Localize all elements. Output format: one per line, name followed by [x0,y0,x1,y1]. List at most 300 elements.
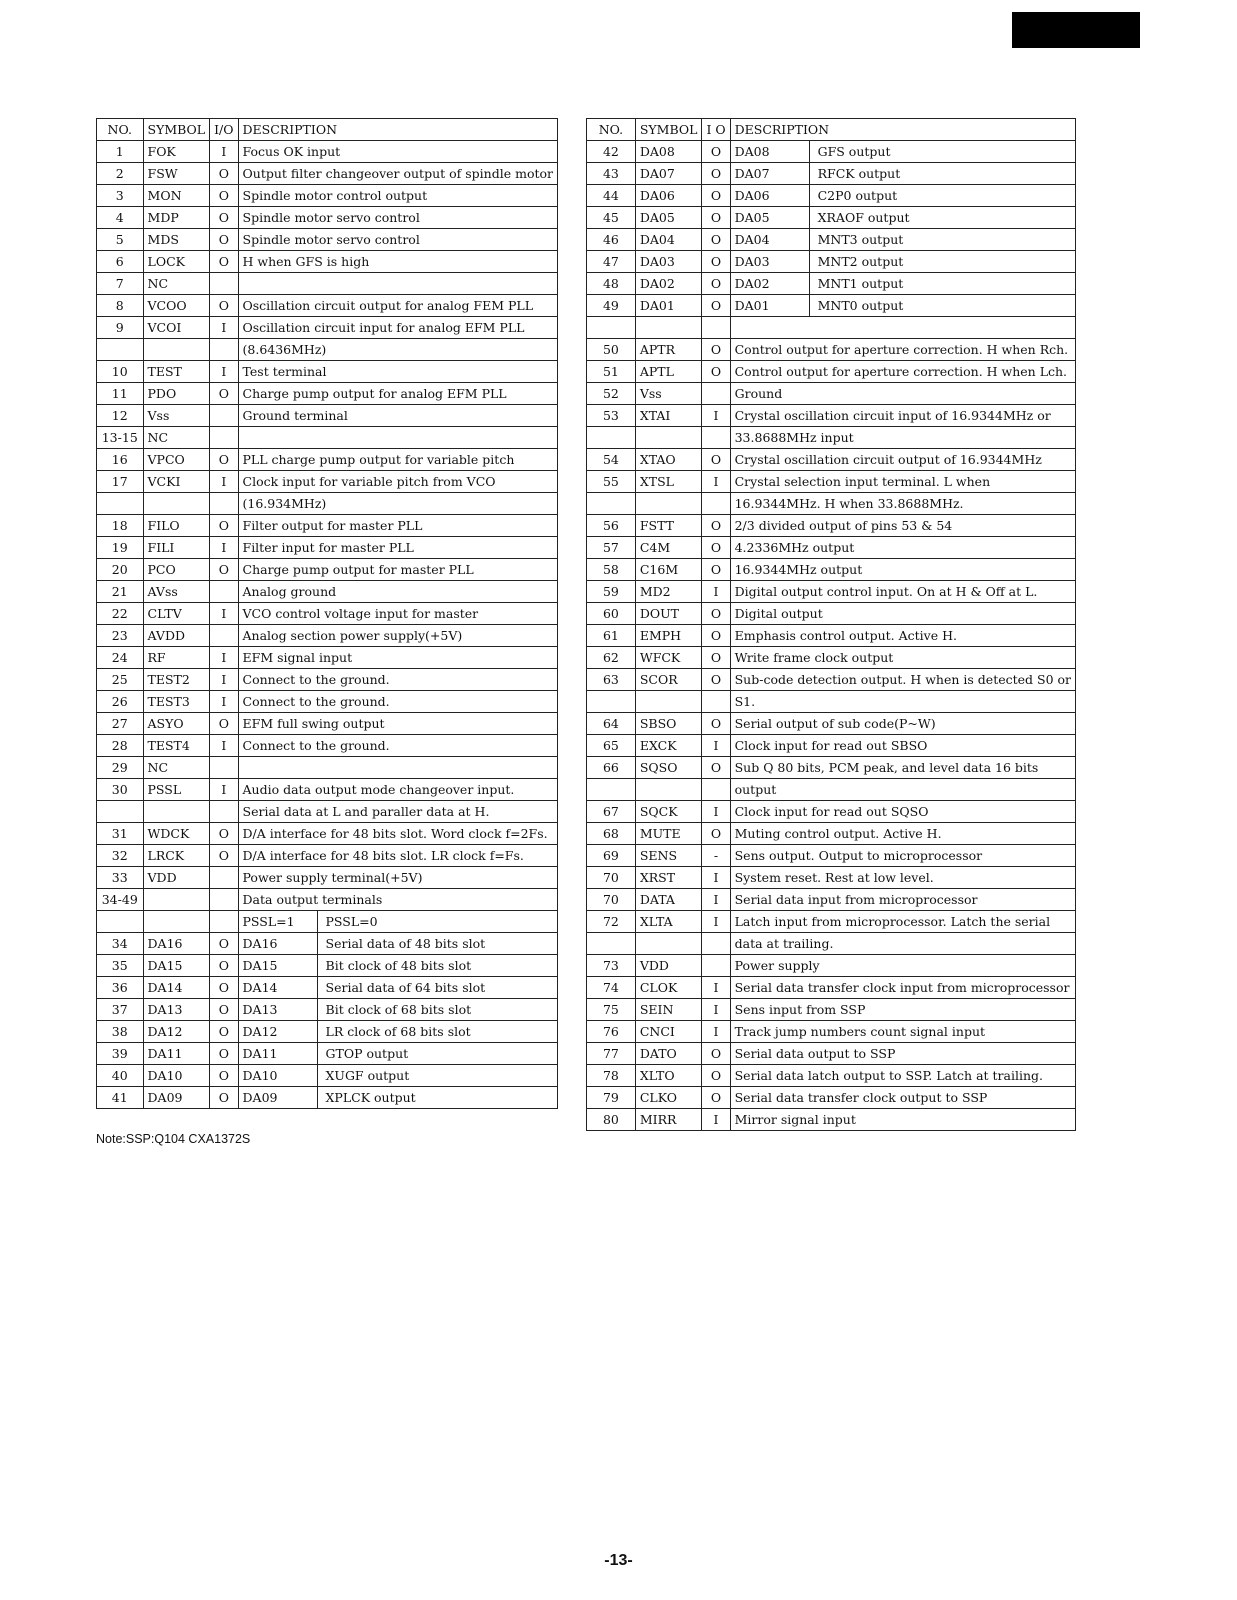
pin-io: O [210,251,238,273]
pin-symbol: AVss [143,581,210,603]
page-number: -13- [604,1552,633,1569]
pin-description: Serial data input from microprocessor [730,889,1075,911]
table-row [587,1065,1076,1087]
pin-io: O [702,625,730,647]
pin-number: 33 [97,867,144,889]
pin-number: 48 [587,273,636,295]
pin-number: 70 [587,889,636,911]
table-row [97,361,558,383]
pin-symbol: APTR [635,339,702,361]
pin-symbol: EXCK [635,735,702,757]
table-row [587,1109,1076,1131]
pin-symbol: DA12 [143,1021,210,1043]
pin-symbol: EMPH [635,625,702,647]
table-row [587,801,1076,823]
pin-symbol: DA13 [143,999,210,1021]
pin-io [702,317,730,339]
pin-number: 12 [97,405,144,427]
pin-description: Digital output [730,603,1075,625]
pin-io: O [210,383,238,405]
mode-pssl1-value: DA08 [735,141,810,162]
pin-io: O [702,757,730,779]
table-row [587,603,1076,625]
pin-io: O [702,515,730,537]
pin-symbol [635,427,702,449]
pin-description [730,207,1075,229]
pin-description: EFM signal input [238,647,557,669]
mode-pssl0-value: MNT2 output [817,254,904,269]
pin-io: I [702,911,730,933]
table-row [97,977,558,999]
pin-io: O [210,955,238,977]
pin-description: Filter output for master PLL [238,515,557,537]
pin-description [730,229,1075,251]
pin-description: EFM full swing output [238,713,557,735]
empty-cell [143,911,210,933]
table-row [587,977,1076,999]
pin-description: Analog ground [238,581,557,603]
table-row [97,757,558,779]
pin-io: O [702,295,730,317]
pin-description: Track jump numbers count signal input [730,1021,1075,1043]
pin-number: 69 [587,845,636,867]
pin-description: Analog section power supply(+5V) [238,625,557,647]
table-row [587,933,1076,955]
pin-symbol: DATO [635,1043,702,1065]
pin-io: O [702,251,730,273]
pin-io: O [210,1021,238,1043]
table-row [587,229,1076,251]
table-row [587,405,1076,427]
pin-io [210,757,238,779]
pin-number: 63 [587,669,636,691]
table-row [97,823,558,845]
pin-number: 31 [97,823,144,845]
pin-number: 61 [587,625,636,647]
table-row [587,845,1076,867]
mode-pssl1-value: DA15 [243,955,318,976]
mode-pssl1-value: DA02 [735,273,810,294]
pin-description: Serial data transfer clock output to SSP [730,1087,1075,1109]
pin-description: Sub Q 80 bits, PCM peak, and level data 16 bits [730,757,1075,779]
pin-io [210,801,238,823]
pin-number: 77 [587,1043,636,1065]
pin-io: O [210,163,238,185]
pin-symbol [143,801,210,823]
mode-pssl1-value: DA12 [243,1021,318,1042]
pin-description: Ground terminal [238,405,557,427]
pin-description: D/A interface for 48 bits slot. LR clock f=Fs. [238,845,557,867]
pssl-header [238,911,557,933]
col-description: DESCRIPTION [730,119,1075,141]
pin-symbol: PDO [143,383,210,405]
pin-symbol: SCOR [635,669,702,691]
col-no: NO. [587,119,636,141]
pin-io: I [702,867,730,889]
pin-symbol [635,933,702,955]
table-row [587,493,1076,515]
pin-io: I [702,889,730,911]
pin-description [238,933,557,955]
pin-io [702,779,730,801]
pin-symbol: CLTV [143,603,210,625]
pin-io: O [702,669,730,691]
pin-io: I [210,317,238,339]
pin-symbol: LRCK [143,845,210,867]
pin-symbol: MDS [143,229,210,251]
table-row [587,427,1076,449]
pin-symbol: Vss [635,383,702,405]
pin-description: 33.8688MHz input [730,427,1075,449]
pin-number [587,779,636,801]
col-description: DESCRIPTION [238,119,557,141]
pin-number: 42 [587,141,636,163]
pin-description: Sub-code detection output. H when is detected S0 or [730,669,1075,691]
pin-symbol: DOUT [635,603,702,625]
pin-description: PLL charge pump output for variable pitch [238,449,557,471]
col-no: NO. [97,119,144,141]
pin-description: Power supply [730,955,1075,977]
pin-number [587,493,636,515]
pin-symbol: SBSO [635,713,702,735]
pin-io [210,427,238,449]
pin-symbol: VCOO [143,295,210,317]
pin-io: I [210,647,238,669]
pin-io: O [702,273,730,295]
pin-description: Serial data transfer clock input from microprocessor [730,977,1075,999]
pssl0-label: PSSL=0 [325,914,378,929]
pin-number: 59 [587,581,636,603]
pin-description [238,757,557,779]
pin-io: I [210,735,238,757]
pin-description: Sens input from SSP [730,999,1075,1021]
pin-symbol: CLKO [635,1087,702,1109]
pin-description: Serial data at L and paraller data at H. [238,801,557,823]
pin-number [587,427,636,449]
pin-io [210,625,238,647]
pin-number: 28 [97,735,144,757]
pin-symbol: DA11 [143,1043,210,1065]
mode-pssl1-value: DA16 [243,933,318,954]
pin-symbol: APTL [635,361,702,383]
table-row [587,537,1076,559]
pin-symbol: DA06 [635,185,702,207]
pin-description [238,1065,557,1087]
pin-symbol: XLTA [635,911,702,933]
pin-symbol: VCOI [143,317,210,339]
table-header [97,119,558,141]
pin-io: O [210,999,238,1021]
pin-description: Control output for aperture correction. H when Rch. [730,339,1075,361]
pin-symbol: TEST2 [143,669,210,691]
table-row [587,999,1076,1021]
pin-number: 74 [587,977,636,999]
pin-symbol: TEST3 [143,691,210,713]
pin-description: Charge pump output for master PLL [238,559,557,581]
table-row [587,713,1076,735]
mode-pssl0-value: XPLCK output [325,1090,416,1105]
pin-symbol: PCO [143,559,210,581]
pin-symbol: FSTT [635,515,702,537]
table-row [587,515,1076,537]
pin-symbol: DA09 [143,1087,210,1109]
pin-io [210,581,238,603]
pin-number: 78 [587,1065,636,1087]
pin-description [730,295,1075,317]
pin-symbol: VDD [143,867,210,889]
pin-number: 4 [97,207,144,229]
pin-symbol: CLOK [635,977,702,999]
pin-number: 51 [587,361,636,383]
table-row [587,1043,1076,1065]
pin-io: I [702,581,730,603]
pin-number: 44 [587,185,636,207]
pin-description: Clock input for variable pitch from VCO [238,471,557,493]
pin-symbol: TEST [143,361,210,383]
pin-symbol: XRST [635,867,702,889]
pin-io: O [210,933,238,955]
mode-pssl0-value: MNT3 output [817,232,904,247]
pin-number: 5 [97,229,144,251]
pin-symbol: MUTE [635,823,702,845]
pin-number: 68 [587,823,636,845]
pin-io: O [210,185,238,207]
pin-description: (16.934MHz) [238,493,557,515]
mode-pssl0-value: Serial data of 64 bits slot [325,980,486,995]
table-row [97,449,558,471]
pin-io: I [210,691,238,713]
pin-symbol [143,493,210,515]
table-row [587,251,1076,273]
pin-symbol: DA15 [143,955,210,977]
pin-description: Serial data latch output to SSP. Latch at trailing. [730,1065,1075,1087]
pin-description: Data output terminals [238,889,557,911]
pin-description [730,273,1075,295]
pin-description: Digital output control input. On at H & Off at L. [730,581,1075,603]
table-row [587,163,1076,185]
pin-number: 60 [587,603,636,625]
pssl-header-row [97,911,558,933]
table-row [97,515,558,537]
pin-number: 79 [587,1087,636,1109]
pin-symbol: DA10 [143,1065,210,1087]
pin-number: 64 [587,713,636,735]
pin-number: 57 [587,537,636,559]
pin-symbol: FOK [143,141,210,163]
pin-number: 55 [587,471,636,493]
table-row [97,1087,558,1109]
pin-symbol: DA16 [143,933,210,955]
pin-symbol: MDP [143,207,210,229]
pin-description: output [730,779,1075,801]
pin-io: I [702,999,730,1021]
pin-io: I [210,603,238,625]
table-row [97,339,558,361]
pin-description: Spindle motor servo control [238,207,557,229]
pin-number: 49 [587,295,636,317]
pin-symbol: XTAI [635,405,702,427]
mode-pssl0-value: LR clock of 68 bits slot [325,1024,471,1039]
table-row [587,1087,1076,1109]
mode-pssl1-value: DA03 [735,251,810,272]
pin-description: Test terminal [238,361,557,383]
table-row [97,295,558,317]
pin-io [702,933,730,955]
table-row [97,691,558,713]
table-row [97,185,558,207]
pin-number [587,317,636,339]
pin-description: 4.2336MHz output [730,537,1075,559]
table-row [587,581,1076,603]
pin-number: 67 [587,801,636,823]
pin-symbol: DA08 [635,141,702,163]
table-row [587,625,1076,647]
table-row [97,581,558,603]
pin-io [210,867,238,889]
pin-io: I [702,801,730,823]
col-io: I O [702,119,730,141]
table-row [587,691,1076,713]
pin-number: 38 [97,1021,144,1043]
table-row [587,911,1076,933]
pin-number: 34-49 [97,889,144,911]
pin-symbol: AVDD [143,625,210,647]
pin-description: S1. [730,691,1075,713]
pin-io: O [210,1065,238,1087]
pin-description [730,163,1075,185]
table-row [97,735,558,757]
pin-io: O [210,1043,238,1065]
table-row [97,229,558,251]
table-row [587,383,1076,405]
pin-description: Audio data output mode changeover input. [238,779,557,801]
pin-number: 21 [97,581,144,603]
table-row [97,427,558,449]
pin-symbol: DA02 [635,273,702,295]
pin-description: Emphasis control output. Active H. [730,625,1075,647]
pin-symbol: VDD [635,955,702,977]
pin-io: I [702,977,730,999]
table-row [97,141,558,163]
mode-pssl0-value: MNT1 output [817,276,904,291]
col-symbol: SYMBOL [143,119,210,141]
pin-description [238,1021,557,1043]
pin-symbol: VCKI [143,471,210,493]
table-row [97,559,558,581]
pin-number: 76 [587,1021,636,1043]
right-pin-table [586,118,1076,1131]
pin-symbol: SQSO [635,757,702,779]
pin-symbol: SEIN [635,999,702,1021]
table-row [587,361,1076,383]
pin-description [730,317,1075,339]
pin-description: Spindle motor servo control [238,229,557,251]
pin-description: (8.6436MHz) [238,339,557,361]
mode-pssl1-value: DA14 [243,977,318,998]
mode-pssl1-value: DA09 [243,1087,318,1108]
pin-io [210,339,238,361]
pin-number: 50 [587,339,636,361]
pin-number: 2 [97,163,144,185]
pin-io: O [210,449,238,471]
mode-pssl1-value: DA06 [735,185,810,206]
pin-symbol: VPCO [143,449,210,471]
pin-number: 35 [97,955,144,977]
pin-number [97,339,144,361]
table-row [587,339,1076,361]
table-row [97,207,558,229]
table-row [587,955,1076,977]
pin-io: I [702,471,730,493]
pin-io: I [702,1109,730,1131]
table-row [97,1043,558,1065]
pin-number: 66 [587,757,636,779]
table-row [97,625,558,647]
pin-io: O [210,559,238,581]
pin-description: Output filter changeover output of spindle motor [238,163,557,185]
pin-description: Filter input for master PLL [238,537,557,559]
pin-symbol [635,493,702,515]
mode-pssl0-value: Bit clock of 68 bits slot [325,1002,472,1017]
mode-pssl0-value: XRAOF output [817,210,910,225]
pin-io: I [210,361,238,383]
pin-symbol: Vss [143,405,210,427]
pin-symbol: MON [143,185,210,207]
pin-symbol: DA04 [635,229,702,251]
table-row [587,559,1076,581]
pin-description: Crystal selection input terminal. L when [730,471,1075,493]
pin-symbol: XLTO [635,1065,702,1087]
pin-number: 52 [587,383,636,405]
pin-io [702,383,730,405]
pin-description: VCO control voltage input for master [238,603,557,625]
pin-io: O [702,229,730,251]
pin-symbol: FILI [143,537,210,559]
mode-pssl1-value: DA04 [735,229,810,250]
pin-io: O [210,1087,238,1109]
pin-symbol: MIRR [635,1109,702,1131]
footnote: Note:SSP:Q104 CXA1372S [96,1132,251,1146]
pin-number: 7 [97,273,144,295]
pin-symbol [635,779,702,801]
mode-pssl0-value: GTOP output [325,1046,409,1061]
pin-description: Serial data output to SSP [730,1043,1075,1065]
pin-number: 58 [587,559,636,581]
pin-number: 40 [97,1065,144,1087]
pin-symbol: SENS [635,845,702,867]
pin-description [238,273,557,295]
pin-description: Latch input from microprocessor. Latch the serial [730,911,1075,933]
pin-description: Oscillation circuit input for analog EFM PLL [238,317,557,339]
pin-symbol: FILO [143,515,210,537]
mode-pssl0-value: XUGF output [325,1068,410,1083]
pin-number: 37 [97,999,144,1021]
pin-io: I [210,141,238,163]
pin-io: O [702,603,730,625]
table-row [97,955,558,977]
pin-io: O [210,229,238,251]
pin-number: 25 [97,669,144,691]
pin-number: 32 [97,845,144,867]
pin-number: 34 [97,933,144,955]
pin-description: Connect to the ground. [238,691,557,713]
pin-description: Sens output. Output to microprocessor [730,845,1075,867]
pin-io [210,405,238,427]
pssl1-label: PSSL=1 [243,911,318,932]
pin-symbol: WDCK [143,823,210,845]
pin-description: Mirror signal input [730,1109,1075,1131]
pin-number: 29 [97,757,144,779]
